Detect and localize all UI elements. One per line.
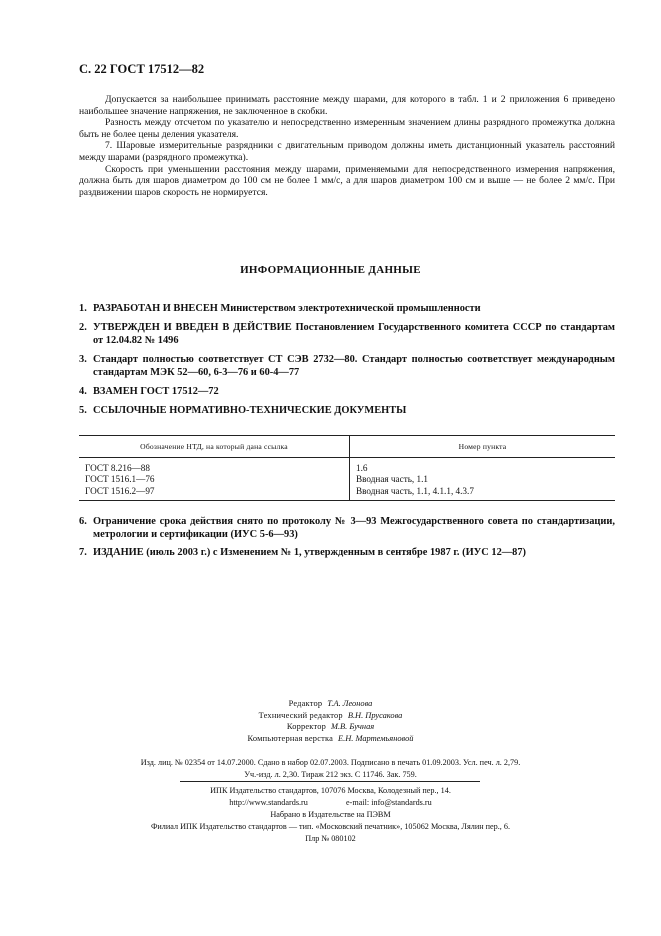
table-cell-clause: Вводная часть, 1.1 (356, 474, 428, 485)
table-cell-document: ГОСТ 1516.2—97 (79, 486, 350, 501)
info-item (79, 515, 615, 541)
info-item-number: 1. (79, 303, 87, 314)
table-row (79, 474, 615, 485)
staff-line (0, 733, 661, 745)
info-item-text: ССЫЛОЧНЫЕ НОРМАТИВНО-ТЕХНИЧЕСКИЕ ДОКУМЕНТЫ (93, 405, 407, 416)
paragraph: Допускается за наибольшее принимать расстояние между шарами, для которого в табл. 1 и 2 приложения 6 приведено наибольшее значение напряжения, не заключенное в скобки. (79, 94, 615, 117)
info-item (79, 321, 615, 347)
table-row (79, 458, 615, 475)
staff-line (0, 721, 661, 733)
info-item (79, 302, 615, 315)
table-cell-clause: Вводная часть, 1.1, 4.1.1, 4.3.7 (350, 486, 616, 501)
staff-line (0, 710, 661, 722)
publisher-line: Плр № 080102 (305, 834, 356, 843)
table-cell-document: ГОСТ 1516.1—76 (79, 474, 350, 485)
paragraph: 7. Шаровые измерительные разрядники с двигательным приводом должны иметь дистанционный указатель расстояний между шарами (разрядного промежутка). (79, 140, 615, 163)
info-item-number: 5. (79, 405, 87, 416)
publisher-line: Филиал ИПК Издательство стандартов — тип. «Московский печатник», 105062 Москва, Лялин пер., 6. (150, 822, 511, 831)
staff-role: Компьютерная верстка (247, 733, 334, 743)
info-item-text: Ограничение срока действия снято по протоколу № 3—93 Межгосударственного совета по стандартизации, метрологии и сертификации (ИУС 5-6—93) (93, 516, 615, 540)
staff-name: М.В. Бучная (330, 722, 375, 731)
page-header: С. 22 ГОСТ 17512—82 (79, 62, 205, 76)
column-header-document: Обозначение НТД, на который дана ссылка (79, 436, 350, 458)
info-item-text: ВЗАМЕН ГОСТ 17512—72 (93, 386, 219, 397)
table-header-row (79, 436, 615, 458)
info-item-text: ИЗДАНИЕ (июль 2003 г.) с Изменением № 1, утвержденным в сентябре 1987 г. (ИУС 12—87) (93, 547, 527, 558)
info-item (79, 546, 615, 559)
publisher-email: e-mail: info@standards.ru (345, 798, 432, 807)
table-cell-clause: 1.6 (356, 463, 368, 473)
staff-line (0, 698, 661, 710)
reference-documents-table (79, 435, 615, 501)
info-item (79, 385, 615, 398)
table-cell-document: ГОСТ 8.216—88 (79, 458, 350, 475)
info-item-text: УТВЕРЖДЕН И ВВЕДЕН В ДЕЙСТВИЕ Постановлением Государственного комитета СССР по стандартам от 12.04.82 № 1496 (93, 322, 615, 346)
staff-name: В.Н. Прусакова (347, 710, 403, 720)
info-item-number: 7. (79, 547, 87, 558)
info-item-number: 6. (79, 516, 87, 527)
info-item-number: 2. (79, 322, 87, 333)
info-item-number: 4. (79, 386, 87, 397)
info-item-text: Стандарт полностью соответствует СТ СЭВ 2732—80. Стандарт полностью соответствует международным стандартам МЭК 52—60, 6-3—76 и 60-4—77 (93, 354, 615, 378)
info-item-number: 3. (79, 354, 87, 365)
paragraph: Разность между отсчетом по указателю и непосредственно измеренным значением длины разрядного промежутка должна быть не более цены деления указателя. (79, 117, 615, 140)
staff-role: Технический редактор (258, 710, 343, 720)
paragraph: Скорость при уменьшении расстояния между шарами, применяемыми для непосредственного измерения напряжения, должна быть для шаров диаметром до 100 см не более 1 мм/с, а для шаров диаметром 100 см и выше — не более 2 мм/с. При раздвижении шаров скорость не нормируется. (79, 163, 615, 198)
info-item (79, 404, 615, 417)
column-header-clause: Номер пункта (350, 436, 616, 458)
publisher-line: Набрано в Издательстве на ПЭВМ (270, 810, 391, 819)
staff-role: Редактор (288, 699, 323, 708)
license-line: Уч.-изд. л. 2,30. Тираж 212 экз. С 11746. Зак. 759. (244, 770, 417, 779)
publisher-website: http://www.standards.ru (229, 798, 308, 807)
table-row (79, 486, 615, 501)
editorial-staff (0, 698, 661, 744)
publisher-contacts (0, 797, 661, 808)
divider (180, 781, 480, 782)
info-section-title: ИНФОРМАЦИОННЫЕ ДАННЫЕ (240, 264, 421, 276)
intro-text (79, 94, 615, 198)
info-item-text: РАЗРАБОТАН И ВНЕСЕН Министерством электротехнической промышленности (93, 303, 481, 314)
staff-name: Т.А. Леонова (327, 699, 373, 708)
staff-role: Корректор (286, 722, 326, 731)
license-line: Изд. лиц. № 02354 от 14.07.2000. Сдано в набор 02.07.2003. Подписано в печать 01.09.2003. Усл. печ. л. 2,79. (140, 758, 521, 767)
info-item (79, 353, 615, 379)
staff-name: Е.Н. Мартемьяновой (338, 733, 414, 743)
publisher-line: ИПК Издательство стандартов, 107076 Москва, Колодезный пер., 14. (210, 786, 451, 795)
